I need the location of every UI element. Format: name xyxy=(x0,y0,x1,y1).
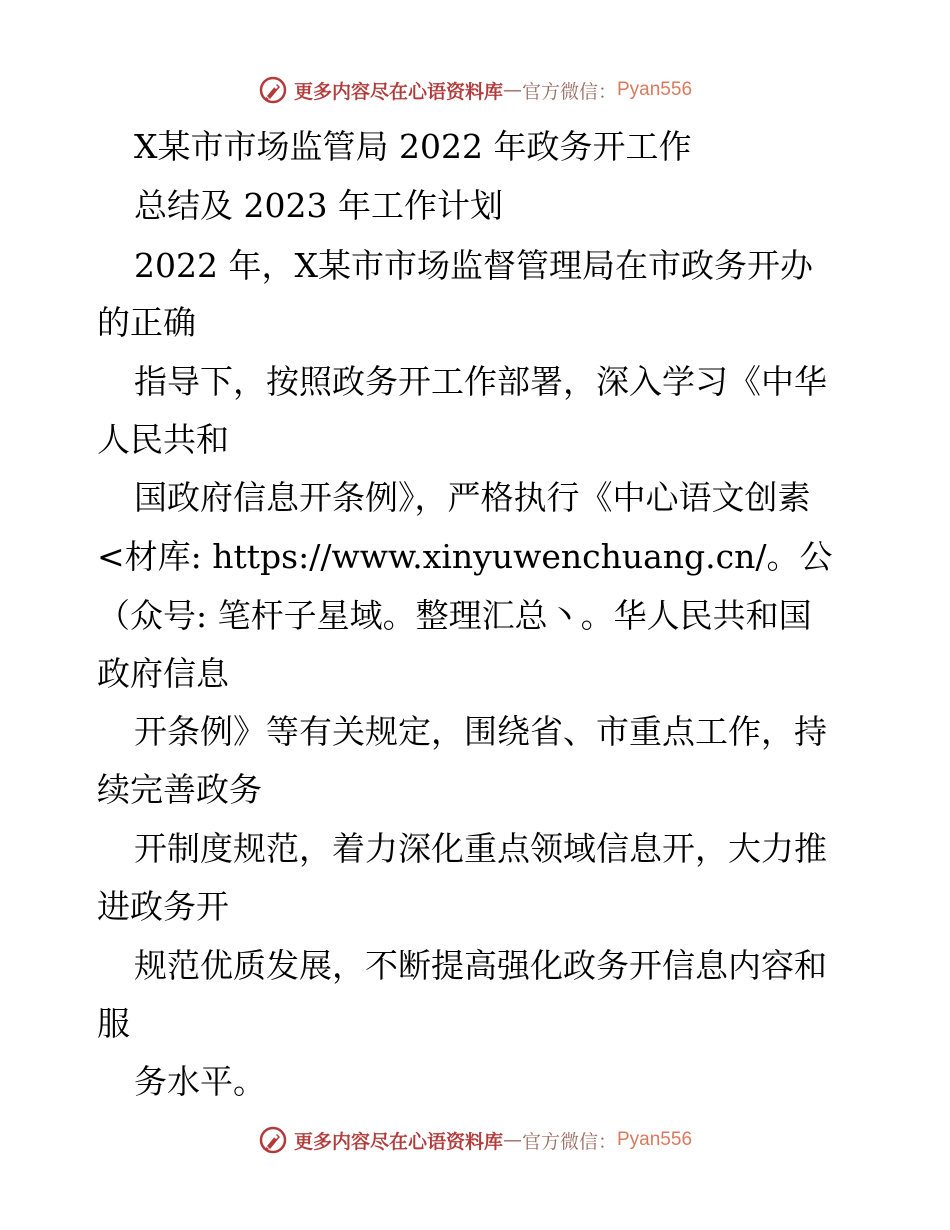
paragraph-line: 服 xyxy=(97,1004,130,1043)
banner-wechat-id: Pyan556 xyxy=(617,79,693,100)
paragraph-line: 续完善政务 xyxy=(97,770,262,809)
paragraph-line: 的正确 xyxy=(97,303,196,342)
paragraph-line: 政府信息 xyxy=(97,654,229,693)
title-line-1: X某市市场监管局 2022 年政务开工作 xyxy=(134,127,692,166)
banner-text: 更多内容尽在心语资料库 xyxy=(293,1130,503,1153)
banner-dash: — xyxy=(502,79,522,101)
paragraph-line: 开条例》等有关规定，围绕省、市重点工作，持 xyxy=(134,712,827,751)
paragraph-line: 指导下，按照政务开工作部署，深入学习《中华 xyxy=(134,362,827,401)
paragraph-line: 人民共和 xyxy=(97,420,229,459)
paragraph-line: 2022 年，X某市市场监督管理局在市政务开办 xyxy=(134,246,813,285)
paragraph-line: 国政府信息开条例》，严格执行《中心语文创素 xyxy=(134,478,811,517)
pen-nib-logo-icon xyxy=(258,75,288,105)
banner-wechat-label: 官方微信： xyxy=(521,80,617,103)
paragraph-line: 进政务开 xyxy=(97,887,229,926)
paragraph-line: 务水平。 xyxy=(134,1062,266,1101)
paragraph-line: <材库: https://www.xinyuwenchuang.cn/。公 xyxy=(97,537,833,576)
banner-dash: — xyxy=(502,1129,522,1151)
paragraph-line: 规范优质发展，不断提高强化政务开信息内容和 xyxy=(134,946,827,985)
title-line-2: 总结及 2023 年工作计划 xyxy=(134,186,503,225)
paragraph-line: （众号: 笔杆子星域。整理汇总丶。华人民共和国 xyxy=(97,596,812,635)
banner-wechat-id: Pyan556 xyxy=(617,1129,693,1150)
header-banner xyxy=(0,72,950,108)
footer-banner xyxy=(0,1122,950,1158)
banner-wechat-label: 官方微信： xyxy=(521,1130,617,1153)
pen-nib-logo-icon xyxy=(258,1125,288,1155)
banner-text: 更多内容尽在心语资料库 xyxy=(293,80,503,103)
paragraph-line: 开制度规范，着力深化重点领域信息开，大力推 xyxy=(134,829,827,868)
